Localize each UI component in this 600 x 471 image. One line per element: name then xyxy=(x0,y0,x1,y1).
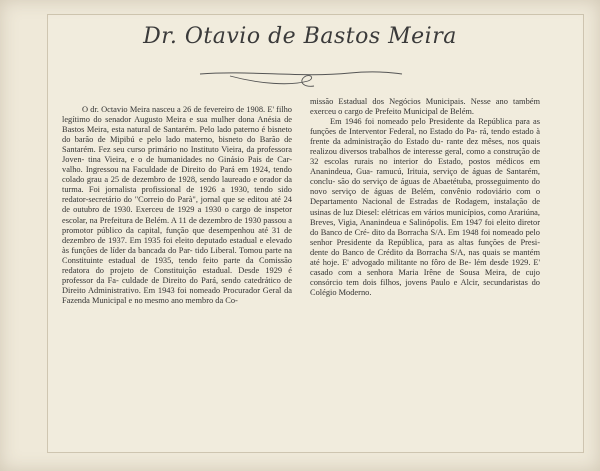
text-line: tina Vieira, e o de humanidades no Ginásio Pais de Car- xyxy=(88,155,292,165)
text-line: de 1926 a 1930, tendo sido redator-secretário do "Correio xyxy=(62,185,292,205)
right-text-column xyxy=(310,97,540,298)
text-line: culdade de Direito do Pará, sendo catedrático de Direito xyxy=(62,275,293,295)
text-line: lém desde 1929. E' casado com a senhora Maria Irêne de xyxy=(310,257,540,277)
text-line: Pelo lado paterno é bisneto do barão de Mipibú e pelo xyxy=(62,125,292,145)
text-line: também exerceu o cargo de Prefeito Municipal de Belém. xyxy=(310,97,540,117)
text-line: Administrativo. Em 1943 foi nomeado Procurador Geral xyxy=(88,285,285,295)
text-line: Em 1946 foi nomeado pelo Presidente da República xyxy=(330,117,516,127)
text-line: estadual e elevado às funções de líder da bancada do Par- xyxy=(62,235,292,255)
text-line: valho. Ingressou na Faculdade de Direito do Pará em xyxy=(62,165,252,175)
text-line: Prefeitura de Belém. A 11 de dezembro de 1930 passou xyxy=(99,215,289,225)
document-title: Dr. Otavio de Bastos Meira xyxy=(143,24,457,49)
swash-underline-ornament-icon xyxy=(190,56,410,92)
text-line: para as funções de Interventor Federal, no Estado do Pa- xyxy=(310,117,541,137)
text-line: lado materno, bisneto do Barão de Santarém. Fez seu xyxy=(62,135,293,155)
paragraph-biography-continued xyxy=(310,97,540,117)
text-line: interesse geral, como a construção de 32 escolas rurais no xyxy=(310,147,540,167)
text-line: dente do Banco de Crédito da Borracha S/A, nas quais se xyxy=(310,247,514,257)
text-line: 1924, tendo colado grau a 25 de dezembro de 1928, sendo xyxy=(62,165,292,185)
text-line: dona Anésia de Bastos Meira, esta natural de Santarém. xyxy=(62,115,292,135)
text-line: de Constituição estadual. Desde 1929 é professor da Fa- xyxy=(62,265,292,285)
text-line: do Parà", jornal que se editou até 24 de outubro de 1930. xyxy=(62,195,292,215)
text-line: rante dez mêses, nos quais realizou diversos trabalhos de xyxy=(310,137,541,157)
paragraph-biography-left xyxy=(62,105,292,306)
text-line: até 31 de dezembro de 1937. Em 1935 foi eleito deputado xyxy=(62,225,292,245)
text-line: municípios, como Arariúna, Breves, Vigia, Ananindeua xyxy=(310,207,540,227)
text-line: dito da Borracha S/A. Em 1948 foi nomeado pelo senhor xyxy=(310,227,540,247)
text-line: rá, tendo estado à frente da administração do Estado du- xyxy=(310,127,540,147)
text-line: tido Liberal. Tomou parte na Constituinte estadual de xyxy=(62,245,292,265)
text-line: E' filho legítimo do senador Augusto Meira e sua mulher xyxy=(62,105,292,125)
text-line: laureado e orador da turma. Foi jornalista profissional xyxy=(62,175,292,195)
text-line: missão Estadual dos Negócios Municipais. Nesse ano xyxy=(310,97,514,106)
text-line: a promotor público da capital, função que desempenhou xyxy=(62,215,292,235)
text-line: são do serviço de águas de Abaetétuba, prosseguimento do xyxy=(337,177,540,187)
text-line: Presidente da República, para as altas funções de Presi- xyxy=(336,237,541,247)
text-line: Exerceu de 1929 a 1930 o cargo de inspetor escolar, na xyxy=(62,205,292,225)
text-line: e Salinópolis. Em 1947 foi eleito diretor do Banco de Cré- xyxy=(310,217,540,237)
text-line: Paulo e Alcir, secundaristas do Colégio Moderno. xyxy=(310,277,540,297)
text-line: mantém até hoje. E' advogado militante no fôro de Be- xyxy=(310,247,540,267)
text-line: Sousa Meira, de cujo consórcio tem dois filhos, jovens xyxy=(310,267,540,287)
left-text-column xyxy=(62,105,292,306)
paragraph-interventor xyxy=(310,117,540,298)
text-line: instalação de usinas de luz Diesel: elétricas em vários xyxy=(310,197,540,217)
text-line: curso primário no Instituto Vieira, da professora Joven- xyxy=(62,145,292,165)
text-line: com o Departamento Nacional de Estradas de Rodagem, xyxy=(310,187,541,207)
text-line: ramucú, Irituia, serviço de águas de Santarém, conclu- xyxy=(310,167,540,187)
text-line: da Fazenda Municipal e no mesmo ano membro da Co- xyxy=(62,285,293,305)
text-line: O dr. Octavio Meira nasceu a 26 de fevereiro de 1908. xyxy=(82,105,268,114)
text-line: interior do Estado, postos médicos em Ananindeua, Gua- xyxy=(310,157,540,177)
text-line: 1935, tendo feito parte da Comissão redatora do projeto xyxy=(62,255,292,275)
text-line: novo serviço de águas de Belém, convênio rodoviário xyxy=(310,187,517,197)
